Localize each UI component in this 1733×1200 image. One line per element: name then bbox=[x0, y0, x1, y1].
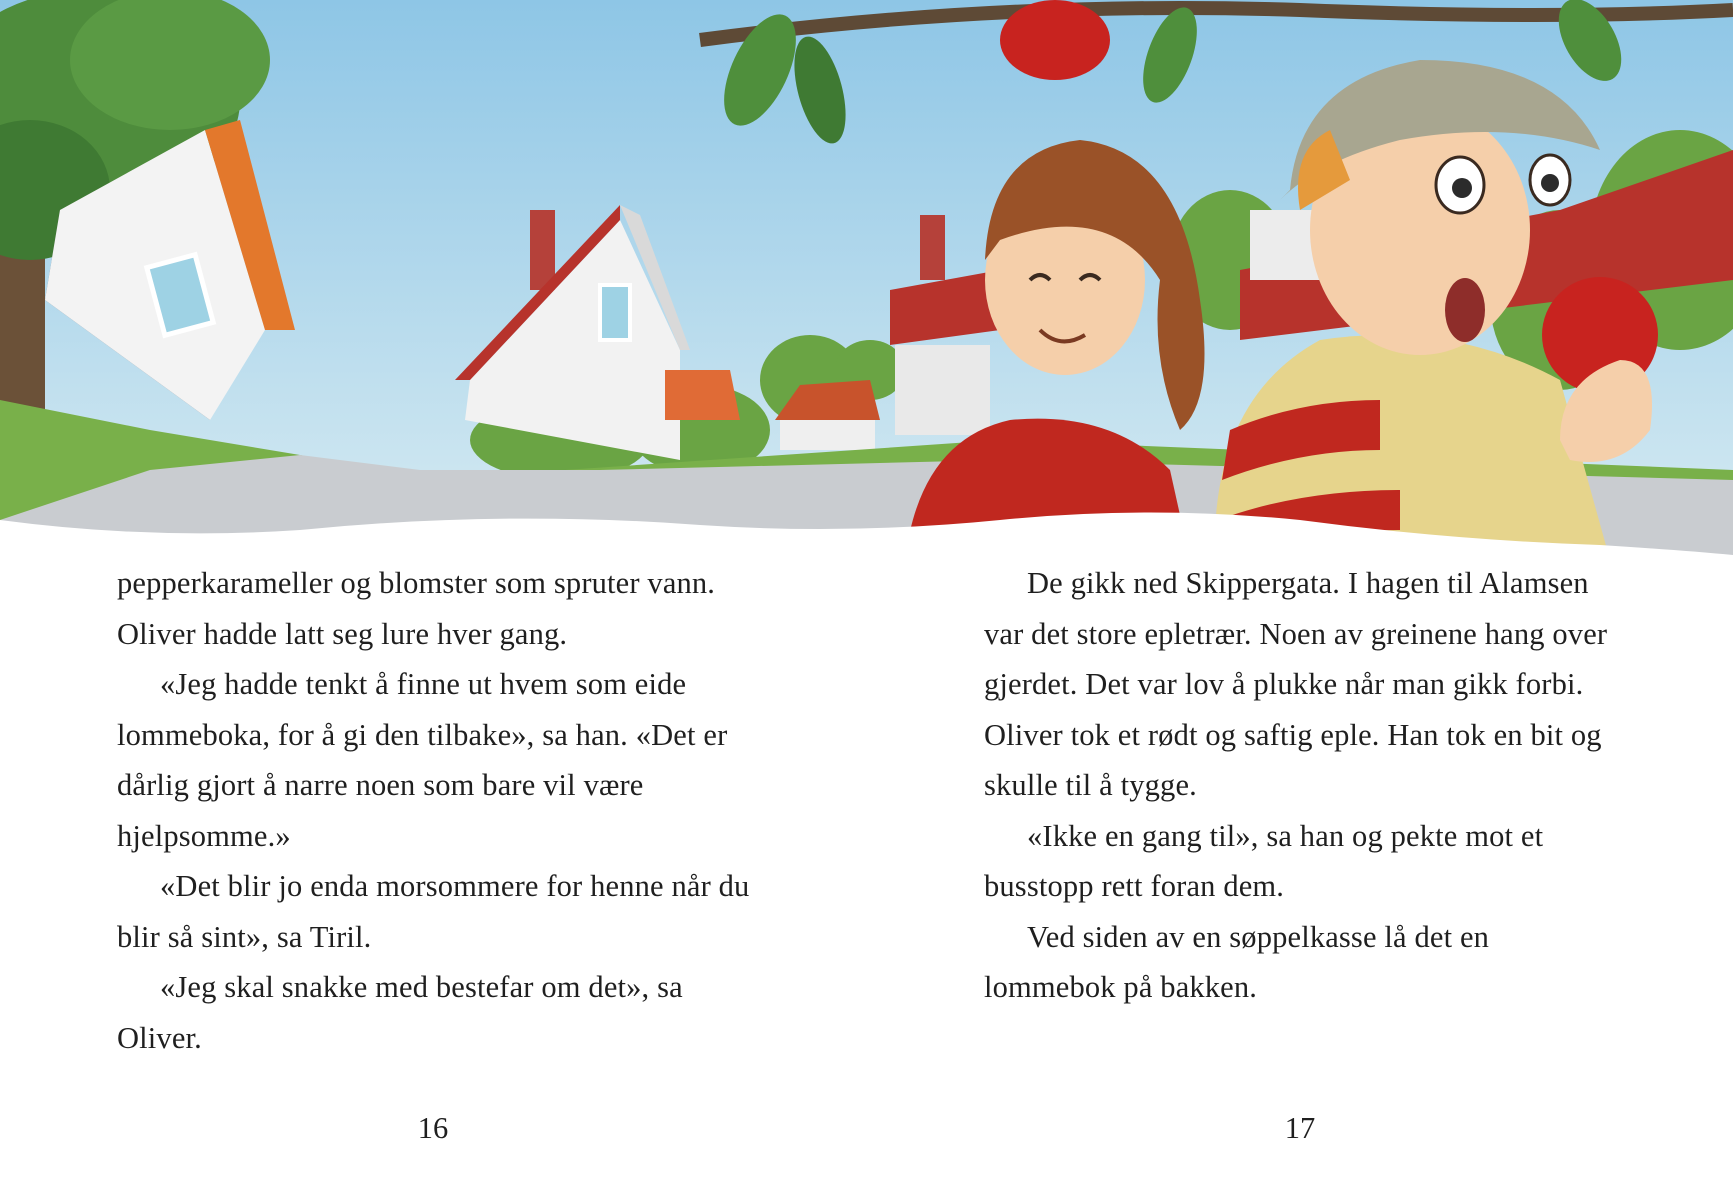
paragraph: De gikk ned Skippergata. I hagen til Alamsen var det store epletrær. Noen av greinene hang over gjerdet. Det var lov å plukke når man gikk forbi. Oliver tok et rødt og saftig eple. Han tok en bit og skulle til å tygge. bbox=[984, 566, 1608, 802]
paragraph: «Ikke en gang til», sa han og pekte mot et busstopp rett foran dem. bbox=[984, 818, 1544, 903]
left-page bbox=[117, 558, 757, 1063]
paragraph: «Jeg hadde tenkt å finne ut hvem som eide lommeboka, for å gi den tilbake», sa han. «Det er dårlig gjort å narre noen som bare vil være hjelpsomme.» bbox=[117, 667, 728, 853]
paragraph: «Jeg skal snakke med bestefar om det», sa Oliver. bbox=[117, 970, 683, 1055]
page-number-left: 16 bbox=[417, 1111, 449, 1145]
paragraph: «Det blir jo enda morsommere for henne når du blir så sint», sa Tiril. bbox=[117, 869, 750, 954]
paragraph: pepperkarameller og blomster som spruter vann. Oliver hadde latt seg lure hver gang. bbox=[117, 566, 716, 651]
page-number-right: 17 bbox=[1284, 1111, 1316, 1145]
right-page bbox=[984, 558, 1624, 1013]
paragraph: Ved siden av en søppelkasse lå det en lommebok på bakken. bbox=[984, 919, 1490, 1004]
